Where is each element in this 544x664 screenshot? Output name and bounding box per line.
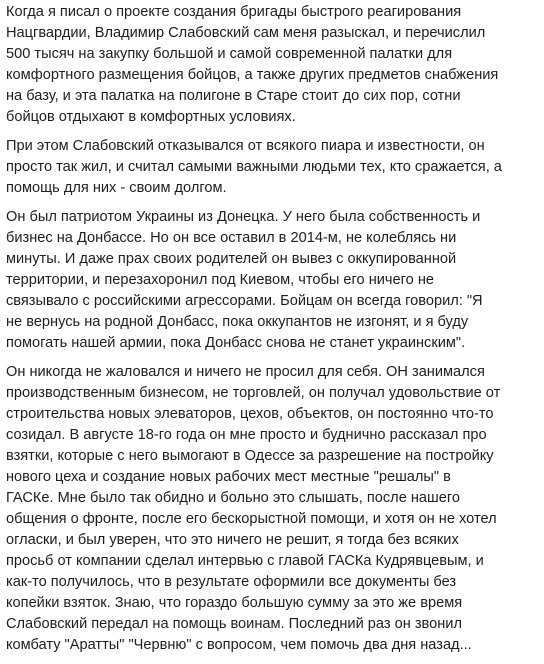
text-line: помощь для них - своим долгом. bbox=[6, 180, 227, 196]
text-line: ГАСКе. Мне было так обидно и больно это слышать, после нашего bbox=[6, 490, 460, 506]
paragraph-2 bbox=[6, 136, 538, 199]
text-line: нового цеха и создание новых рабочих мест местные "решалы" в bbox=[6, 469, 451, 485]
text-line: огласки, и был уверен, что это ничего не решит, я тогда без всяких bbox=[6, 532, 459, 548]
text-line: 500 тысяч на закупку большой и самой современной палатки для bbox=[6, 46, 453, 62]
text-line: просто так жил, и считал самыми важными людьми тех, кто сражается, а bbox=[6, 159, 502, 175]
text-line: взятки, которые с него вымогают в Одессе за разрешение на постройку bbox=[6, 448, 494, 464]
text-line: При этом Слабовский отказывался от всякого пиара и известности, он bbox=[6, 138, 485, 154]
text-line: комбату "Аратты" "Червню" с вопросом, чем помочь два дня назад... bbox=[6, 637, 472, 653]
text-line: бойцов отдыхают в комфортных условиях. bbox=[6, 109, 296, 125]
text-line: Слабовский передал на помощь воинам. Последний раз он звонил bbox=[6, 616, 462, 632]
text-line: копейки взяток. Знаю, что гораздо большую сумму за это же время bbox=[6, 595, 463, 611]
text-line: бизнес на Донбассе. Но он все оставил в 2014-м, не колеблясь ни bbox=[6, 230, 457, 246]
paragraph-3 bbox=[6, 207, 538, 354]
text-line: помогать нашей армии, пока Донбасс снова не станет украинским". bbox=[6, 335, 466, 351]
text-line: на базу, и эта палатка на полигоне в Старе стоит до сих пор, сотни bbox=[6, 88, 461, 104]
text-line: минуты. И даже прах своих родителей он вывез с оккупированной bbox=[6, 251, 457, 267]
text-line: строительства новых элеваторов, цехов, объектов, он постоянно что-то bbox=[6, 406, 494, 422]
text-line: не вернусь на родной Донбасс, пока оккупантов не изгонят, и я буду bbox=[6, 314, 469, 330]
text-line: территории, и перезахоронил под Киевом, чтобы его ничего не bbox=[6, 272, 434, 288]
text-line: Нацгвардии, Владимир Слабовский сам меня разыскал, и перечислил bbox=[6, 25, 486, 41]
text-line: общения о фронте, после его бескорыстной помощи, и хотя он не хотел bbox=[6, 511, 497, 527]
text-line: просьб от компании сделал интервью с главой ГАСКа Кудрявцевым, и bbox=[6, 553, 484, 569]
text-line: Когда я писал о проекте создания бригады быстрого реагирования bbox=[6, 4, 462, 20]
text-line: как-то получилось, что в результате оформили все документы без bbox=[6, 574, 457, 590]
post-body bbox=[6, 2, 538, 664]
text-line: связывало с российскими агрессорами. Бойцам он всегда говорил: "Я bbox=[6, 293, 483, 309]
text-line: созидал. В августе 18-го года он мне просто и буднично рассказал про bbox=[6, 427, 487, 443]
paragraph-1 bbox=[6, 2, 538, 128]
text-line: Он никогда не жаловался и ничего не просил для себя. ОН занимался bbox=[6, 364, 485, 380]
text-line: производственным бизнесом, не торговлей, он получал удовольствие от bbox=[6, 385, 501, 401]
text-line: Он был патриотом Украины из Донецка. У него была собственность и bbox=[6, 209, 481, 225]
paragraph-4 bbox=[6, 362, 538, 656]
text-line: комфортного размещения бойцов, а также других предметов снабжения bbox=[6, 67, 499, 83]
